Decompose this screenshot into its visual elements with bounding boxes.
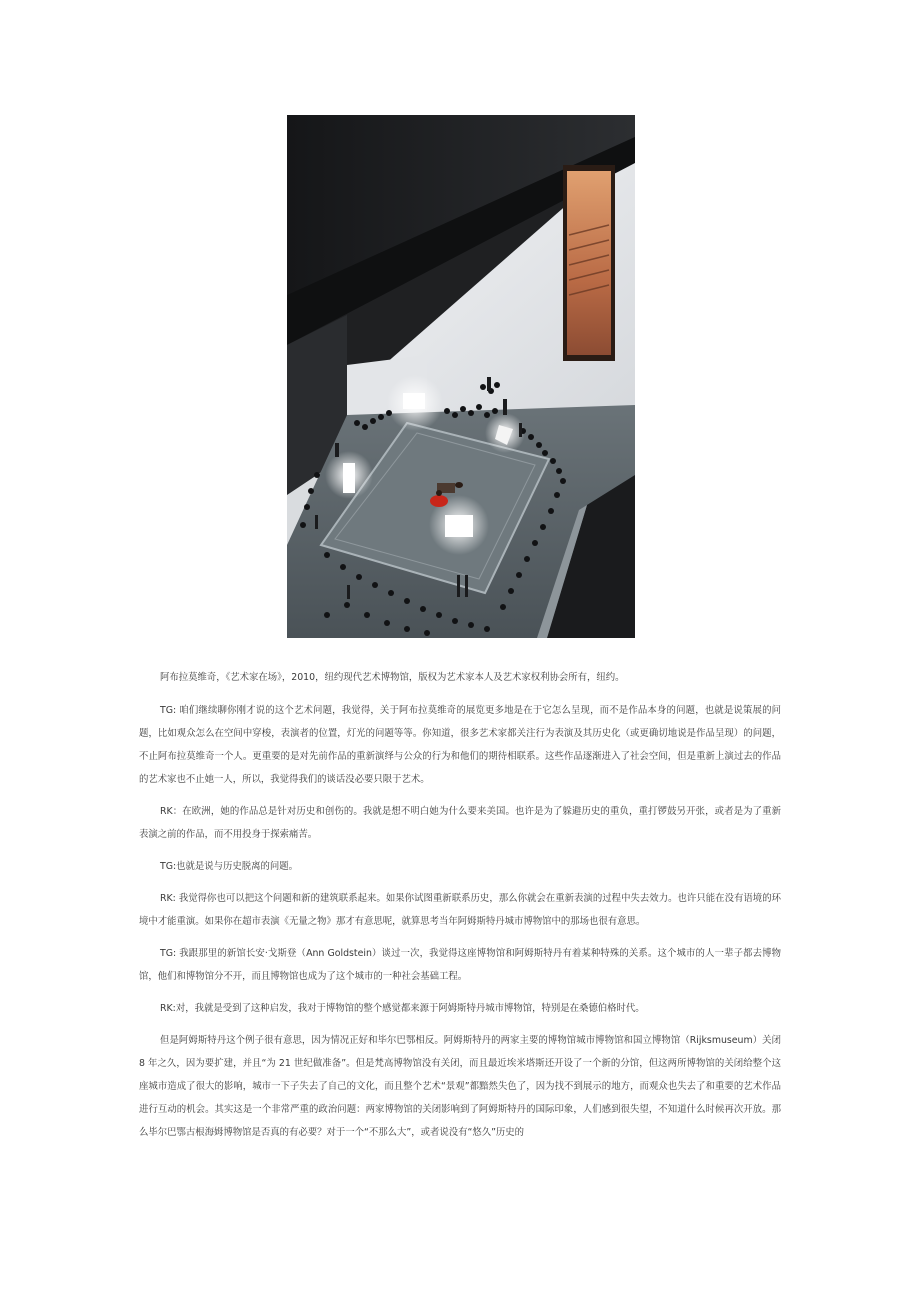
- photo-illustration: [287, 115, 635, 638]
- paragraph-tg-1: TG: 咱们继续聊你刚才说的这个艺术问题，我觉得，关于阿布拉莫维奇的展览更多地是在于它怎么呈现，而不是作品本身的问题，也就是说策展的问题，比如观众怎么在空间中穿梭，表演者的位置，灯光的问题等等。你知道，很多艺术家都关注行为表演及其历史化（或更确切地说是作品呈现）的问题，不止阿布拉莫维奇一个人。更重要的是对先前作品的重新演绎与公众的行为和他们的期待相联系。这些作品逐渐进入了社会空间，但是重新上演过去的作品的艺术家也不止她一人，所以，我觉得我们的谈话没必要只限于艺术。: [139, 705, 781, 785]
- paragraph-continued: 但是阿姆斯特丹这个例子很有意思，因为情况正好和毕尔巴鄂相反。阿姆斯特丹的两家主要的博物馆城市博物馆和国立博物馆（Rijksmuseum）关闭 8 年之久，因为要扩建，并且“为 21 世纪做准备”。但是梵高博物馆没有关闭，而且最近埃米塔斯还开设了一个新的分馆，但这两所博物馆的关闭给整个这座城市造成了很大的影响，城市一下子失去了自己的文化，而且整个艺术“景观”都黯然失色了，因为找不到展示的地方，而观众也失去了和重要的艺术作品进行互动的机会。其实这是一个非常严重的政治问题：两家博物馆的关闭影响到了阿姆斯特丹的国际印象，人们感到很失望，不知道什么时候再次开放。那么毕尔巴鄂古根海姆博物馆是否真的有必要？对于一个“不那么大”，或者说没有“悠久”历史的: [139, 1035, 781, 1138]
- photo-caption: 阿布拉莫维奇，《艺术家在场》，2010，纽约现代艺术博物馆，版权为艺术家本人及艺术家权利协会所有，纽约。: [160, 672, 625, 683]
- museum-atrium-performance-photo: [287, 115, 635, 638]
- paragraph-tg-2: TG:也就是说与历史脱离的问题。: [160, 861, 299, 872]
- paragraph-rk-2: RK: 我觉得你也可以把这个问题和新的建筑联系起来。如果你试图重新联系历史，那么你就会在重新表演的过程中失去效力。也许只能在没有语境的环境中才能重演。如果你在超市表演《无量之物》那才有意思呢，就算思考当年阿姆斯特丹城市博物馆中的那场也很有意思。: [139, 893, 781, 927]
- article-body: [139, 666, 781, 1153]
- paragraph-rk-3: RK:对，我就是受到了这种启发，我对于博物馆的整个感觉都来源于阿姆斯特丹城市博物馆，特别是在桑德伯格时代。: [160, 1003, 645, 1014]
- paragraph-rk-1: RK：在欧洲，她的作品总是针对历史和创伤的。我就是想不明白她为什么要来美国。也许是为了躲避历史的重负，重打锣鼓另开张，或者是为了重新表演之前的作品，而不用投身于探索痛苦。: [139, 806, 781, 840]
- paragraph-tg-3: TG: 我跟那里的新馆长安·戈斯登（Ann Goldstein）谈过一次，我觉得这座博物馆和阿姆斯特丹有着某种特殊的关系。这个城市的人一辈子都去博物馆，他们和博物馆分不开，而且博物馆也成为了这个城市的一种社会基础工程。: [139, 948, 781, 982]
